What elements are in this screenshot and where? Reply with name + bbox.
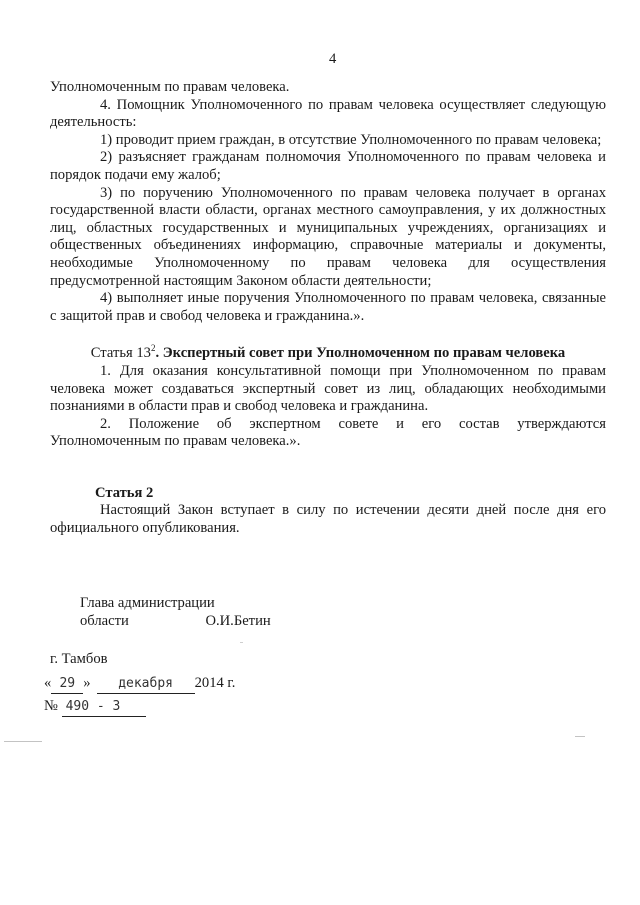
document-body [50,79,606,538]
date-open-quote: « [44,675,52,691]
paragraph: 2. Положение об экспертном совете и его состав утверждаются Уполномоченным по правам человека.». [50,415,606,450]
paragraph: 2) разъясняет гражданам полномочия Уполномоченного по правам человека и порядок подачи ему жалоб; [50,149,606,183]
article-2-title: Статья 2 [95,484,154,501]
scan-artifact [4,741,42,742]
law-number [44,698,146,717]
signature-region-line [80,612,271,630]
law-number-prefix: № [44,698,58,714]
paragraph: 1) проводит прием граждан, в отсутствие Уполномоченного по правам человека; [100,131,602,148]
date-month: декабря [97,675,195,694]
signing-date [44,675,235,694]
place-of-signing: г. Тамбов [50,651,108,667]
article-13-2-prefix: Статья 13 [90,345,151,362]
page-number: 4 [329,51,337,67]
signature-region: области [80,613,129,629]
signature-block [80,594,271,630]
paragraph: 4) выполняет иные поручения Уполномоченного по правам человека, связанные с защитой прав и свобод человека и гражданина.». [50,290,606,324]
article-2-text: Настоящий Закон вступает в силу по истечении десяти дней после дня его официального опубликования. [50,502,606,537]
article-13-2-heading [50,345,606,363]
paragraph: Уполномоченным по правам человека. [50,79,290,95]
signature-position: Глава администрации [80,595,215,611]
date-close-quote: » [83,675,91,691]
date-year: 2014 г. [194,675,236,691]
article-13-2-superscript: 2 [150,343,156,354]
signature-name: О.И.Бетин [205,613,271,629]
paragraph: 3) по поручению Уполномоченного по правам человека получает в органах государственной власти области, органах местного самоуправления, у их должностных лиц, областных государственных и муниципальных учреждениях, организациях и общественных объединениях информацию, справочные материалы и документы, необходимые Уполномоченному по правам человека для осуществления предусмотренной настоящим Законом области деятельности; [50,184,606,289]
paragraph: 4. Помощник Уполномоченного по правам человека осуществляет следующую деятельность: [50,96,606,131]
scan-artifact [240,642,243,643]
date-day: 29 [51,675,83,694]
article-13-2-title: . Экспертный совет при Уполномоченном по правам человека [155,345,566,362]
scan-artifact [575,736,585,737]
paragraph: 1. Для оказания консультативной помощи при Уполномоченном по правам человека может создаваться экспертный совет из лиц, обладающих необходимыми познаниями в области прав и свобод человека и гражданина. [50,362,606,415]
law-number-value: 490 - З [62,698,146,717]
